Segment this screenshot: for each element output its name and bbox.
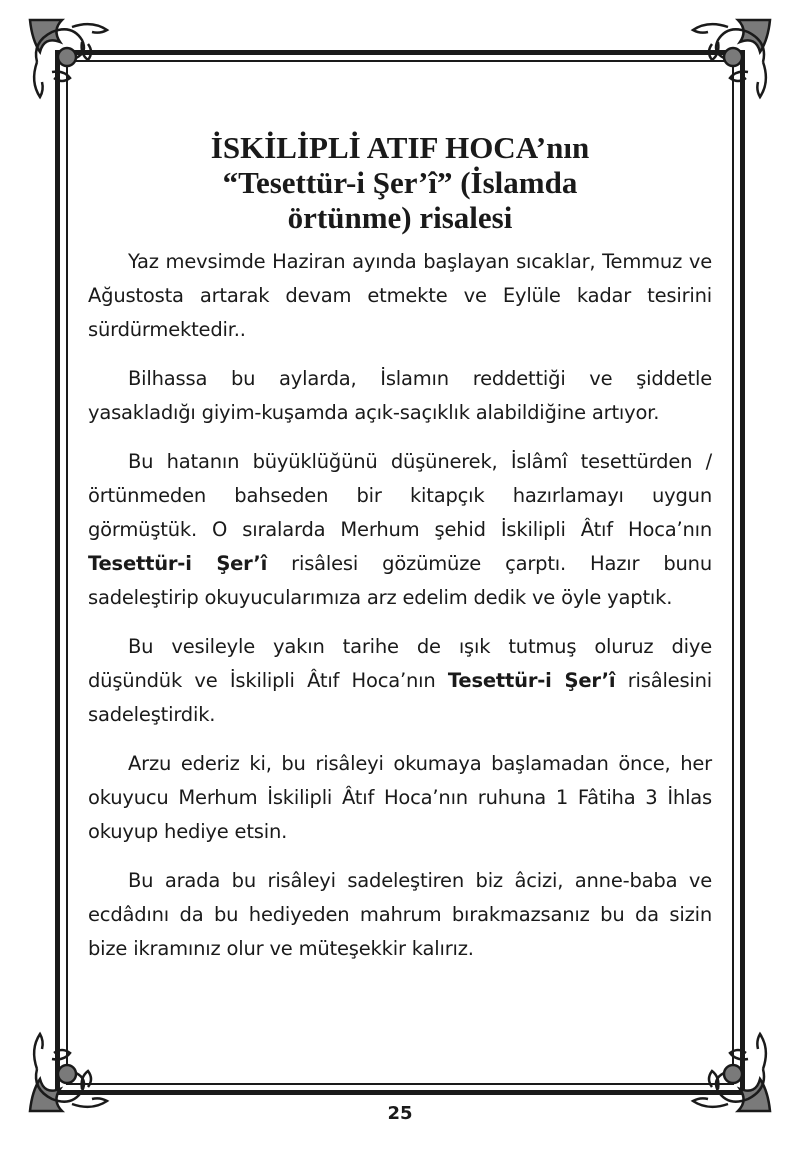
paragraph-6: Bu arada bu risâleyi sadeleştiren biz âcizi, anne-baba ve ecdâdını da bu hediyeden mahrum bırakmazsanız bu da sizin bize ikramınız olur ve müteşekkir kalırız. <box>88 869 712 960</box>
paragraph-3-book-title: Tesettür-i Şer’î <box>88 552 268 575</box>
paragraph-4-text-c: risâlesini sadeleştirdik. <box>88 669 713 726</box>
paragraph-2: Bilhassa bu aylarda, İslamın reddettiği ve şiddetle yasakladığı giyim-kuşamda açık-saçıklık alabildiğine artıyor. <box>88 367 712 424</box>
paragraph-3 <box>88 445 712 615</box>
title-line-1: İSKİLİPLİ ATIF HOCA’nın <box>210 130 590 165</box>
page-title <box>88 130 712 235</box>
corner-ornament-top-left <box>22 12 122 112</box>
paragraph-3-text-a: Bu hatanın büyüklüğünü düşünerek, İslâmî tesettürden / örtünmeden bahseden bir kitapçık hazırlamayı uygun görmüştük. O sıralarda Merhum şehid İskilipli Âtıf Hoca’nın <box>88 450 712 541</box>
corner-ornament-top-right <box>678 12 778 112</box>
paragraph-4-book-title: Tesettür-i Şer’î <box>447 669 616 692</box>
paragraph-4 <box>88 630 712 732</box>
paragraph-5: Arzu ederiz ki, bu risâleyi okumaya başlamadan önce, her okuyucu Merhum İskilipli Âtıf Hoca’nın ruhuna 1 Fâtiha 3 İhlas okuyup hediye etsin. <box>88 752 712 843</box>
paragraph-1: Yaz mevsimde Haziran ayında başlayan sıcaklar, Temmuz ve Ağustosta artarak devam etmekte ve Eylüle kadar tesirini sürdürmektedir.. <box>88 250 712 341</box>
page-content <box>88 130 712 981</box>
title-line-2: “Tesettür-i Şer’î” (İslamda <box>222 165 578 200</box>
page-number: 25 <box>387 1103 413 1124</box>
title-line-3: örtünme) risalesi <box>287 200 513 235</box>
paragraph-3-text-c: risâlesi gözümüze çarptı. Hazır bunu sadeleştirip okuyucularımıza arz edelim dedik ve öyle yaptık. <box>88 552 713 609</box>
paragraph-4-text-a: Bu vesileyle yakın tarihe de ışık tutmuş oluruz diye düşündük ve İskilipli Âtıf Hoca’nın <box>88 635 712 692</box>
